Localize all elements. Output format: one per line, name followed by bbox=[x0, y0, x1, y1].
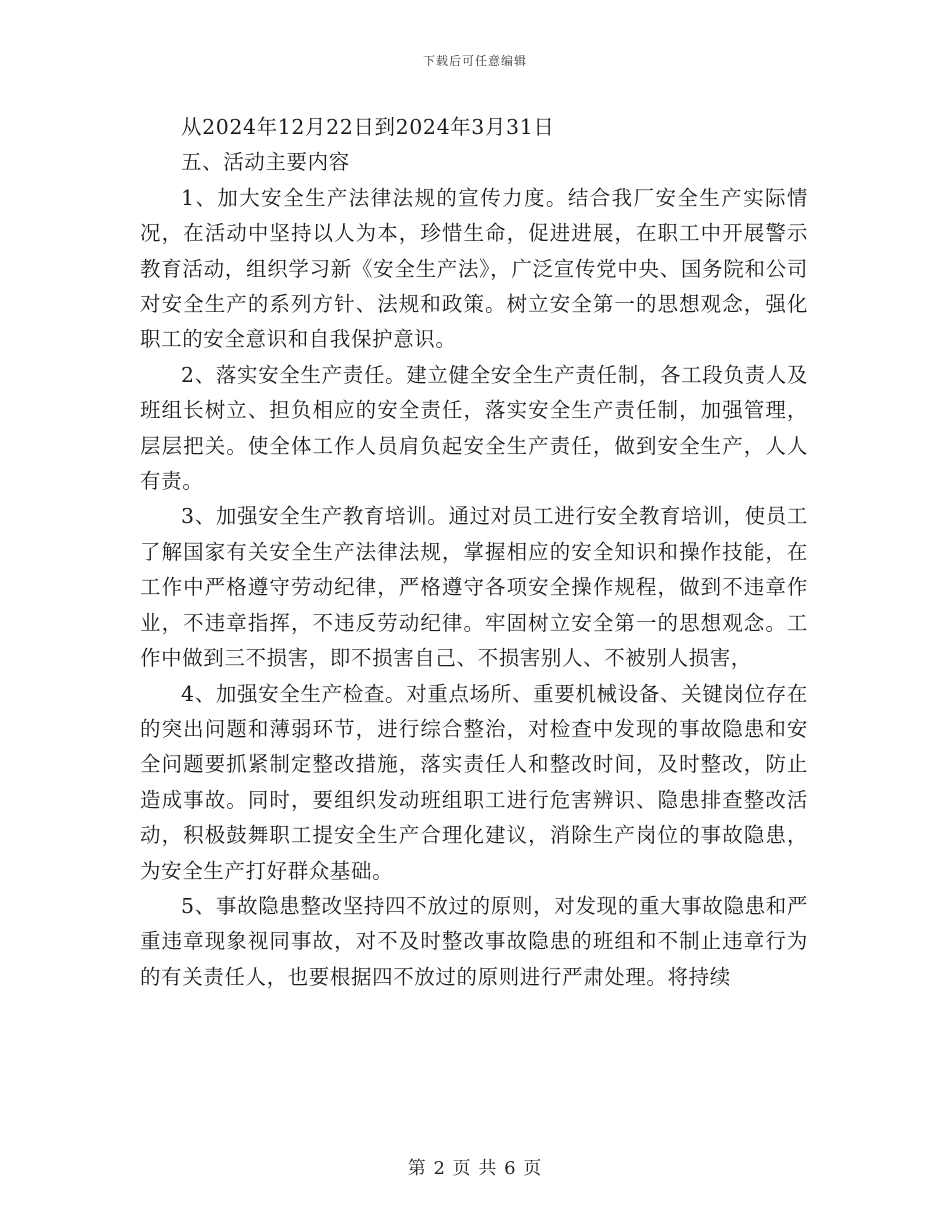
paragraph-item-5: 5、事故隐患整改坚持四不放过的原则，对发现的重大事故隐患和严重违章现象视同事故，对不及时整改事故隐患的班组和不制止违章行为的有关责任人，也要根据四不放过的原则进行严肃处理。将持续 bbox=[140, 893, 808, 989]
paragraph-item-4: 4、加强安全生产检查。对重点场所、重要机械设备、关键岗位存在的突出问题和薄弱环节，进行综合整治，对检查中发现的事故隐患和安全问题要抓紧制定整改措施，落实责任人和整改时间，及时整改，防止造成事故。同时，要组织发动班组职工进行危害辨识、隐患排查整改活动，积极鼓舞职工提安全生产合理化建议，消除生产岗位的事故隐患，为安全生产打好群众基础。 bbox=[140, 681, 808, 883]
paragraph-item-1: 1、加大安全生产法律法规的宣传力度。结合我厂安全生产实际情况，在活动中坚持以人为本，珍惜生命，促进进展，在职工中开展警示教育活动，组织学习新《安全生产法》，广泛宣传党中央、国务院和公司对安全生产的系列方针、法规和政策。树立安全第一的思想观念，强化职工的安全意识和自我保护意识。 bbox=[140, 185, 808, 352]
paragraph-item-2: 2、落实安全生产责任。建立健全安全生产责任制，各工段负责人及班组长树立、担负相应的安全责任，落实安全生产责任制，加强管理，层层把关。使全体工作人员肩负起安全生产责任，做到安全生产，人人有责。 bbox=[140, 362, 808, 494]
paragraph-item-3: 3、加强安全生产教育培训。通过对员工进行安全教育培训，使员工了解国家有关安全生产法律法规，掌握相应的安全知识和操作技能，在工作中严格遵守劳动纪律，严格遵守各项安全操作规程，做到不违章作业，不违章指挥，不违反劳动纪律。牢固树立安全第一的思想观念。工作中做到三不损害，即不损害自己、不损害别人、不被别人损害， bbox=[140, 504, 808, 671]
section-heading: 五、活动主要内容 bbox=[181, 150, 350, 175]
paragraph-date-range: 从2024年12月22日到2024年3月31日 bbox=[181, 115, 555, 139]
page-number-footer: 第 2 页 共 6 页 bbox=[407, 1158, 543, 1179]
page-header: 下载后可任意编辑 bbox=[422, 54, 527, 68]
document-body bbox=[140, 110, 808, 995]
